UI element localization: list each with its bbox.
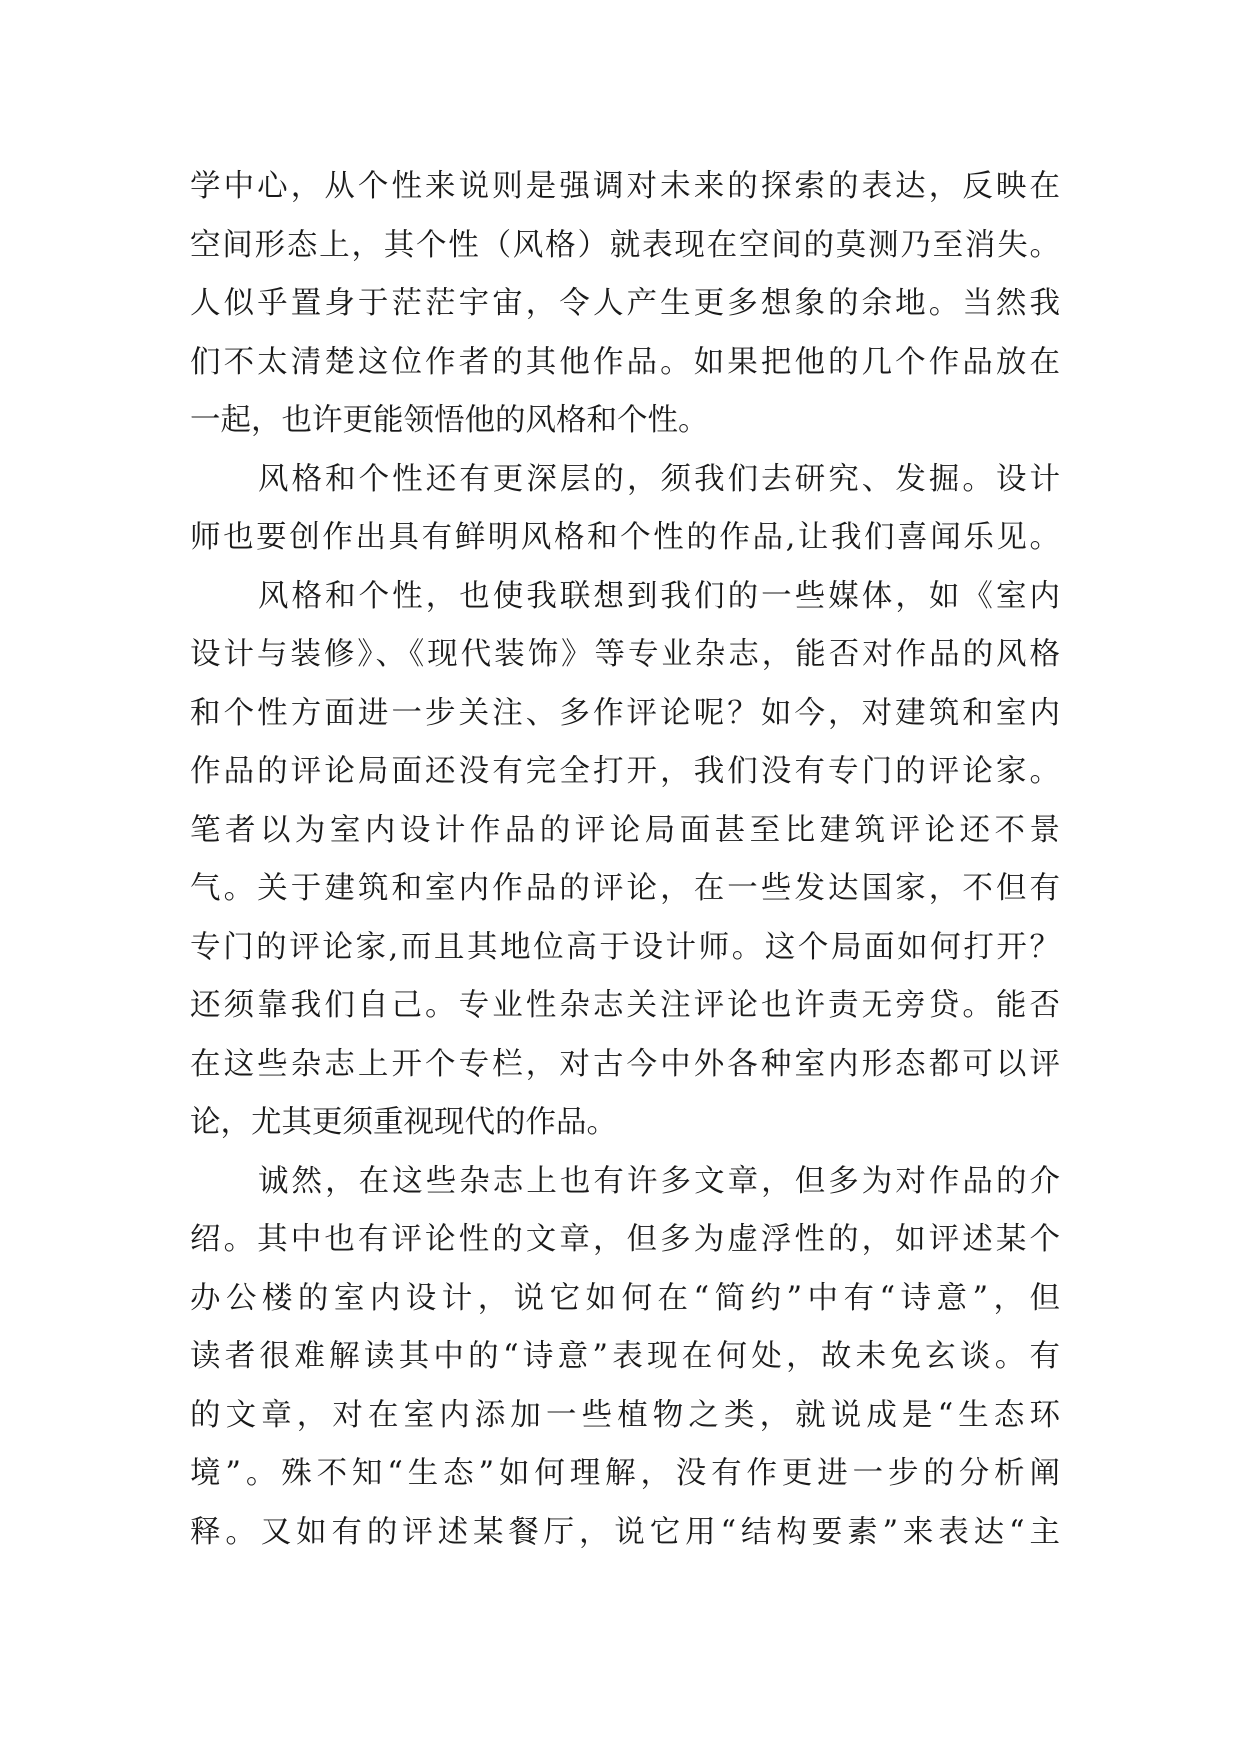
text-line: 读者很难解读其中的“诗意”表现在何处，故未免玄谈。有	[190, 1339, 1060, 1374]
text-line: 设计与装修》、《现代装饰》等专业杂志，能否对作品的风格	[190, 637, 1060, 672]
body-text	[190, 158, 1060, 1562]
text-line: 空间形态上，其个性（风格）就表现在空间的莫测乃至消失。	[190, 227, 1060, 263]
text-line: 笔者以为室内设计作品的评论局面甚至比建筑评论还不景	[190, 812, 1060, 848]
paragraph-first-line: 风格和个性，也使我联想到我们的一些媒体，如《室内	[258, 578, 1060, 614]
text-line: 的文章，对在室内添加一些植物之类，就说成是“生态环	[190, 1397, 1060, 1433]
text-line: 释。又如有的评述某餐厅，说它用“结构要素”来表达“主	[190, 1514, 1060, 1550]
text-line: 论，尤其更须重视现代的作品。	[190, 1105, 617, 1140]
text-line: 和个性方面进一步关注、多作评论呢？如今，对建筑和室内	[190, 695, 1060, 731]
text-line: 气。关于建筑和室内作品的评论，在一些发达国家，不但有	[190, 871, 1060, 906]
text-line: 办公楼的室内设计，说它如何在“简约”中有“诗意”，但	[190, 1280, 1060, 1316]
text-line: 专门的评论家,而且其地位高于设计师。这个局面如何打开？	[190, 929, 1060, 965]
text-line: 绍。其中也有评论性的文章，但多为虚浮性的，如评述某个	[190, 1222, 1060, 1257]
text-line: 还须靠我们自己。专业性杂志关注评论也许责无旁贷。能否	[190, 988, 1060, 1023]
paragraph-first-line: 风格和个性还有更深层的，须我们去研究、发掘。设计	[258, 461, 1060, 497]
text-line: 一起，也许更能领悟他的风格和个性。	[190, 403, 709, 438]
text-line: 师也要创作出具有鲜明风格和个性的作品,让我们喜闻乐见。	[190, 520, 1060, 555]
text-line: 学中心，从个性来说则是强调对未来的探索的表达，反映在	[190, 169, 1060, 204]
text-line: 人似乎置身于茫茫宇宙，令人产生更多想象的余地。当然我	[190, 286, 1060, 321]
text-line: 作品的评论局面还没有完全打开，我们没有专门的评论家。	[190, 754, 1060, 789]
text-line: 境”。殊不知“生态”如何理解，没有作更进一步的分析阐	[190, 1456, 1060, 1491]
text-line: 们不太清楚这位作者的其他作品。如果把他的几个作品放在	[190, 344, 1060, 380]
paragraph-first-line: 诚然，在这些杂志上也有许多文章，但多为对作品的介	[258, 1163, 1060, 1199]
text-line: 在这些杂志上开个专栏，对古今中外各种室内形态都可以评	[190, 1046, 1060, 1082]
